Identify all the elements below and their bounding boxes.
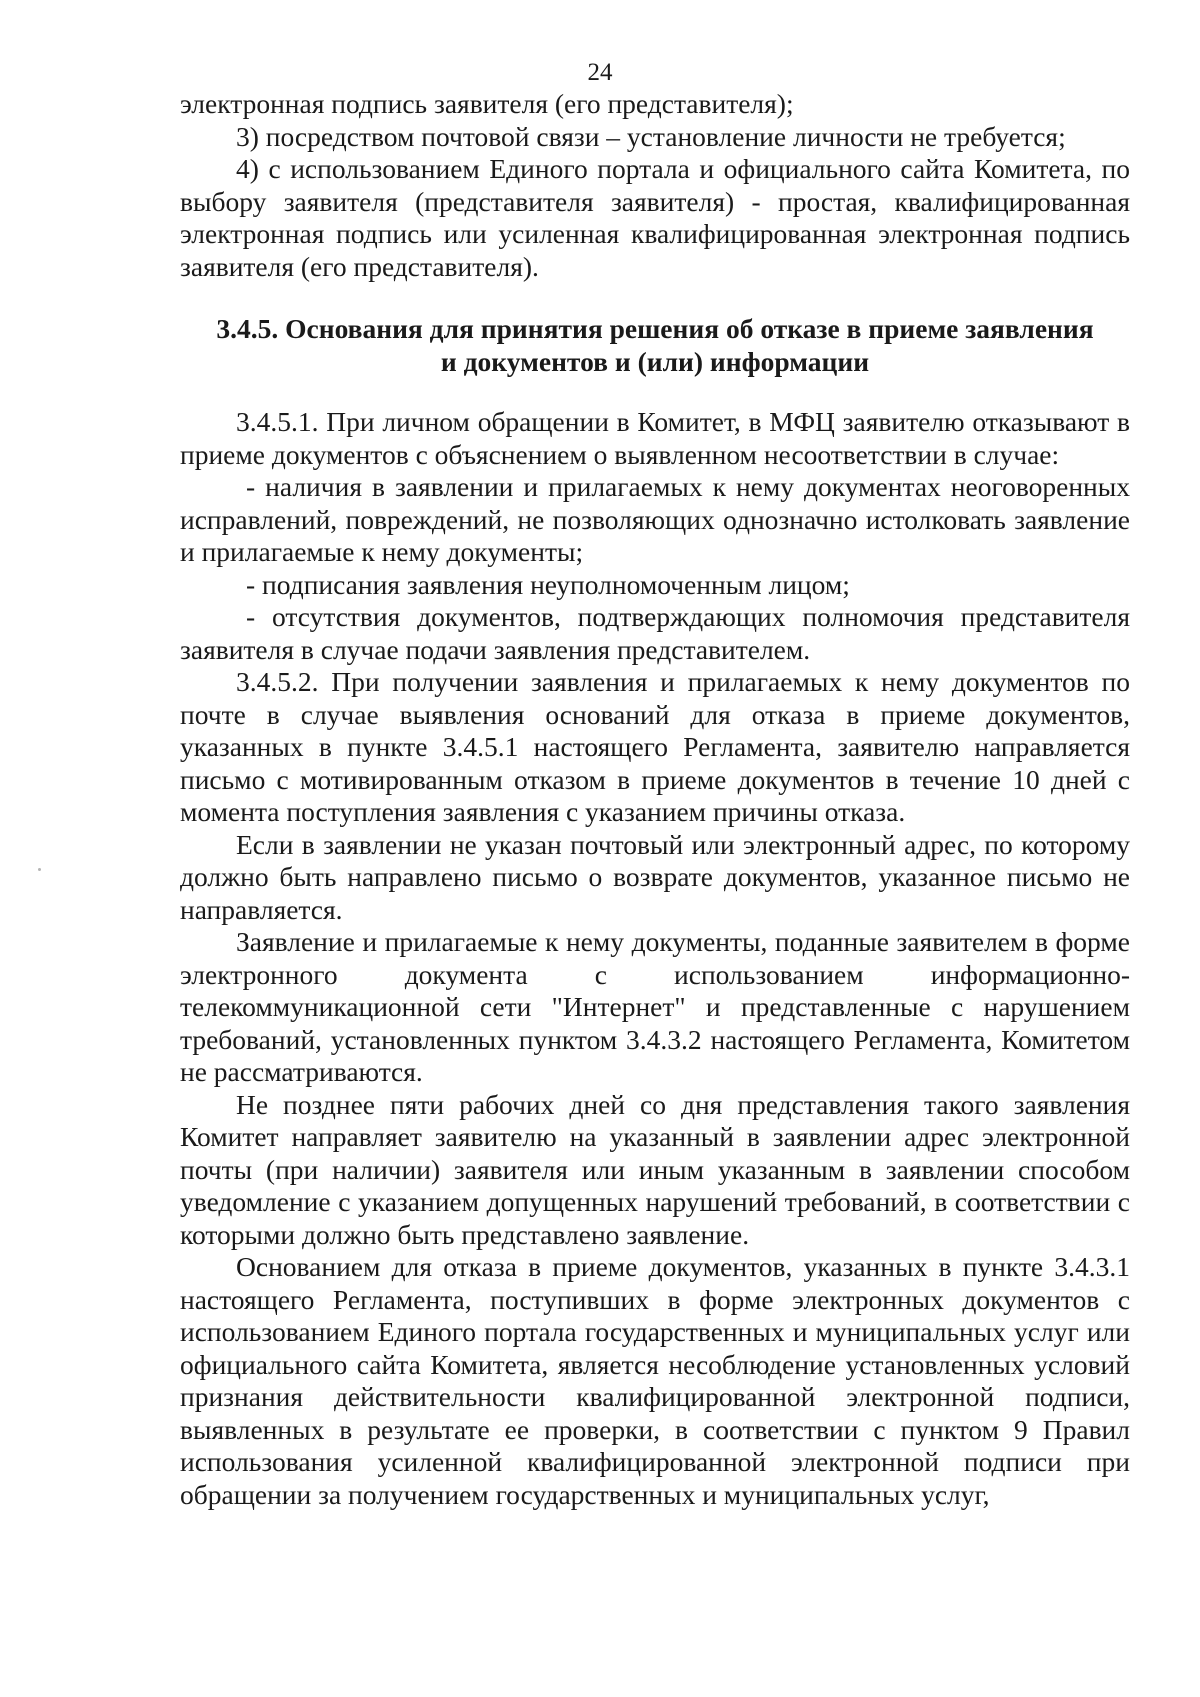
scan-speck: [38, 868, 41, 871]
paragraph: 4) с использованием Единого портала и официального сайта Комитета, по выбору заявителя (представителя заявителя) - простая, квалифицированная электронная подпись или усиленная квалифицированная электронная подпись заявителя (его представителя).: [180, 153, 1130, 282]
paragraph: 3.4.5.1. При личном обращении в Комитет, в МФЦ заявителю отказывают в приеме документов с объяснением о выявленном несоответствии в случае:: [180, 406, 1130, 470]
page-number: 24: [587, 59, 613, 86]
list-item: - подписания заявления неуполномоченным лицом;: [246, 568, 850, 600]
paragraph: 3) посредством почтовой связи – установление личности не требуется;: [236, 120, 1066, 152]
document-body: [180, 88, 1130, 1511]
list-item: - наличия в заявлении и прилагаемых к нему документах неоговоренных исправлений, повреждений, не позволяющих однозначно истолковать заявление и прилагаемые к нему документы;: [180, 471, 1130, 567]
paragraph: Основанием для отказа в приеме документов, указанных в пункте 3.4.3.1 настоящего Регламента, поступивших в форме электронных документов с использованием Единого портала государственных и муниципальных услуг или официального сайта Комитета, является несоблюдение установленных условий признания действительности квалифицированной электронной подписи, выявленных в результате ее проверки, в соответствии с пунктом 9 Правил использования усиленной квалифицированной электронной подписи при обращении за получением государственных и муниципальных услуг,: [180, 1251, 1130, 1510]
paragraph: Заявление и прилагаемые к нему документы, поданные заявителем в форме электронного документа с использованием информационно-телекоммуникационной сети "Интернет" и представленные с нарушением требований, установленных пунктом 3.4.3.2 настоящего Регламента, Комитетом не рассматриваются.: [180, 926, 1130, 1087]
section-heading-line: и документов и (или) информации: [440, 345, 870, 377]
section-heading: [180, 313, 1130, 378]
section-heading-line: 3.4.5. Основания для принятия решения об отказе в приеме заявления: [216, 313, 1094, 344]
paragraph: 3.4.5.2. При получении заявления и прилагаемых к нему документов по почте в случае выявления оснований для отказа в приеме документов, указанных в пункте 3.4.5.1 настоящего Регламента, заявителю направляется письмо с мотивированным отказом в приеме документов в течение 10 дней с момента поступления заявления с указанием причины отказа.: [180, 666, 1130, 827]
paragraph: Не позднее пяти рабочих дней со дня представления такого заявления Комитет направляет заявителю на указанный в заявлении адрес электронной почты (при наличии) заявителя или иным указанным в заявлении способом уведомление с указанием допущенных нарушений требований, в соответствии с которыми должно быть представлено заявление.: [180, 1088, 1130, 1250]
paragraph: Если в заявлении не указан почтовый или электронный адрес, по которому должно быть направлено письмо о возврате документов, указанное письмо не направляется.: [180, 828, 1130, 925]
list-item: - отсутствия документов, подтверждающих полномочия представителя заявителя в случае подачи заявления представителем.: [180, 601, 1130, 665]
paragraph: электронная подпись заявителя (его представителя);: [180, 88, 794, 119]
